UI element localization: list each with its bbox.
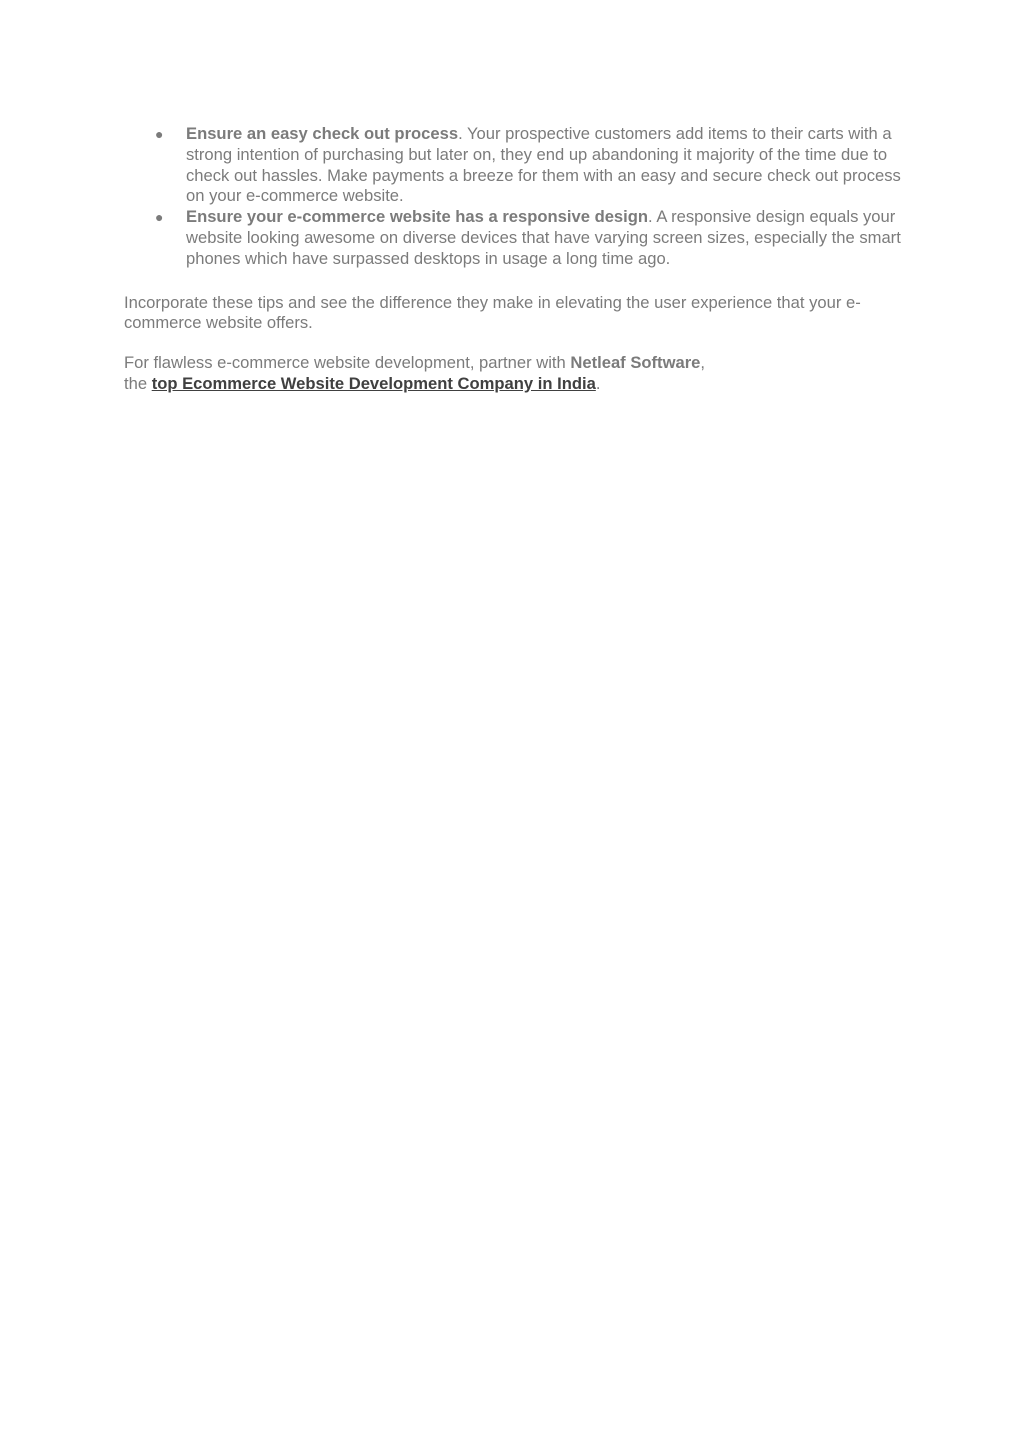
company-name: Netleaf Software (570, 353, 701, 373)
summary-paragraph: Incorporate these tips and see the difference they make in elevating the user experience that your e-commerce website offers. (124, 292, 861, 333)
list-item (124, 124, 904, 207)
tips-list (124, 124, 904, 270)
tip-text: . A responsive design equals your website looking awesome on diverse devices that have varying screen sizes, especially the smart phones which have surpassed desktops in usage a long time ago. (186, 207, 901, 268)
bullet-icon: ● (155, 126, 164, 142)
tip-text: . Your prospective customers add items to their carts with a strong intention of purchasing but later on, they end up abandoning it majority of the time due to check out hassles. Make payments a breeze for them with an easy and secure check out process on your e-commerce website. (186, 124, 901, 206)
company-link[interactable]: top Ecommerce Website Development Company in India (151, 373, 596, 393)
tip-title: Ensure an easy check out process (186, 124, 459, 143)
bullet-icon: ● (155, 209, 164, 226)
cta-paragraph (124, 353, 904, 395)
cta-comma: , (700, 353, 706, 373)
cta-intro: For flawless e-commerce website development, partner with (124, 353, 571, 373)
list-item (124, 207, 904, 269)
tip-title: Ensure your e-commerce website has a responsive design (186, 207, 649, 227)
cta-period: . (595, 373, 601, 393)
cta-the: the (124, 373, 152, 393)
document-body (124, 124, 904, 395)
